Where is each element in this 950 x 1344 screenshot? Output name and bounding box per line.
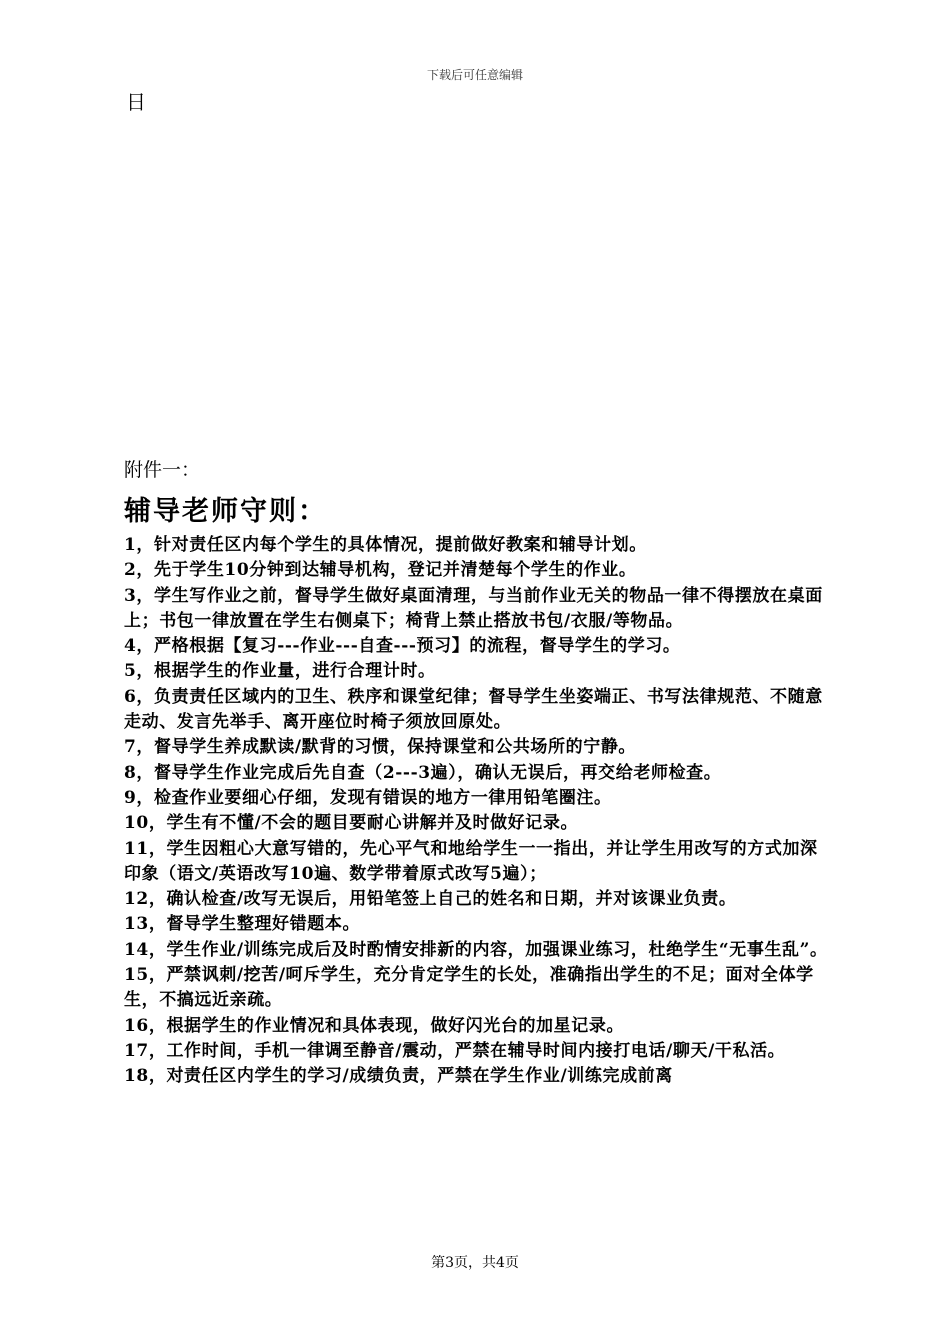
rule-item: 15，严禁讽刺/挖苦/呵斥学生，充分肯定学生的长处，准确指出学生的不足；面对全体学生，不搞远近亲疏。: [124, 965, 814, 1011]
rule-item: 5，根据学生的作业量，进行合理计时。: [124, 661, 436, 682]
rules-list: [124, 533, 828, 1090]
rule-item: 6，负责责任区域内的卫生、秩序和课堂纪律；督导学生坐姿端正、书写法律规范、不随意走动、发言先举手、离开座位时椅子须放回原处。: [124, 686, 823, 733]
rule-item: 3，学生写作业之前，督导学生做好桌面清理，与当前作业无关的物品一律不得摆放在桌面上；书包一律放置在学生右侧桌下；椅背上禁止搭放书包/衣服/等物品。: [124, 585, 823, 631]
rule-item: 18，对责任区内学生的学习/成绩负责，严禁在学生作业/训练完成前离: [124, 1066, 673, 1087]
rule-item: 9，检查作业要细心仔细，发现有错误的地方一律用铅笔圈注。: [124, 787, 612, 808]
rule-item: 4，严格根据【复习---作业---自查---预习】的流程，督导学生的学习。: [124, 636, 681, 657]
annex-label: 附件一：: [124, 459, 201, 481]
rule-item: 10，学生有不懂/不会的题目要耐心讲解并及时做好记录。: [124, 813, 579, 834]
page-header: 下载后可任意编辑: [426, 68, 523, 82]
rule-item: 2，先于学生10分钟到达辅导机构，登记并清楚每个学生的作业。: [124, 560, 637, 581]
rule-item: 8，督导学生作业完成后先自查（2---3遍），确认无误后，再交给老师检查。: [124, 762, 722, 783]
page-footer: 第3页，共4页: [431, 1255, 519, 1271]
rule-item: 16，根据学生的作业情况和具体表现，做好闪光台的加星记录。: [124, 1015, 625, 1036]
rule-item: 13，督导学生整理好错题本。: [124, 914, 361, 935]
rule-item: 12，确认检查/改写无误后，用铅笔签上自己的姓名和日期，并对该课业负责。: [124, 889, 737, 910]
page-top-character: 日: [126, 90, 146, 114]
rule-item: 17，工作时间，手机一律调至静音/震动，严禁在辅导时间内接打电话/聊天/干私活。: [124, 1040, 786, 1061]
rule-item: 14，学生作业/训练完成后及时酌情安排新的内容，加强课业练习，杜绝学生“无事生乱”。: [124, 939, 828, 960]
rule-item: 11，学生因粗心大意写错的，先心平气和地给学生一一指出，并让学生用改写的方式加深印象（语文/英语改写10遍、数学带着原式改写5遍）；: [124, 838, 818, 884]
document-title: 辅导老师守则：: [124, 496, 327, 527]
rule-item: 1，针对责任区内每个学生的具体情况，提前做好教案和辅导计划。: [124, 535, 647, 555]
rule-item: 7，督导学生养成默读/默背的习惯，保持课堂和公共场所的宁静。: [124, 737, 637, 758]
